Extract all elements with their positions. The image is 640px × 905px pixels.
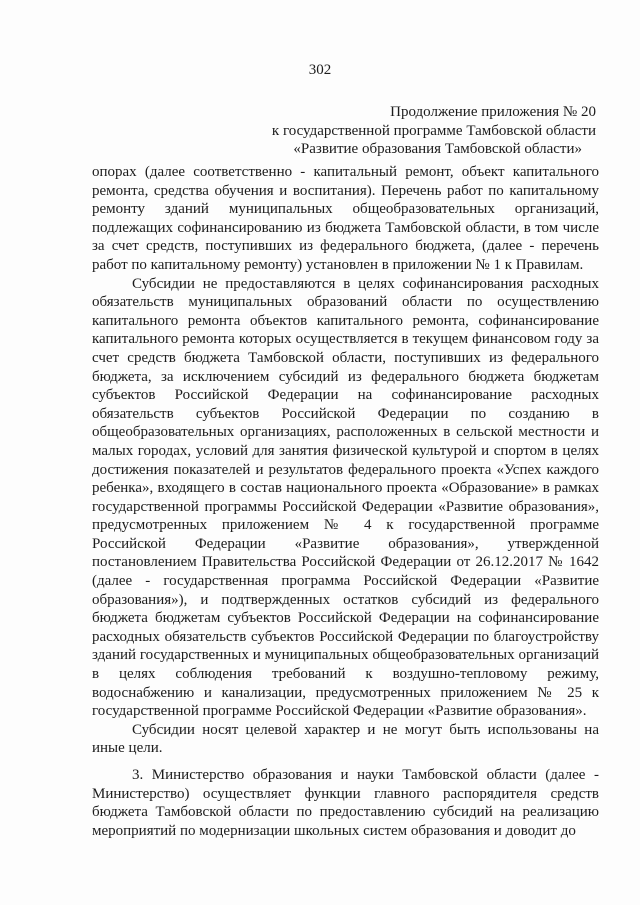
paragraph-subsidy-exclusions: Субсидии не предоставляются в целях софинансирования расходных обязательств муниципальных образований области по осуществлению капитального ремонта объектов капитального ремонта, софинансирование капитального ремонта которых осуществляется в текущем финансовом году за счет средств бюджета Тамбовской области, поступивших из федерального бюджета, за исключением субсидий из федерального бюджета бюджетам субъектов Российской Федерации на софинансирование расходных обязательств субъектов Российской Федерации по созданию в общеобразовательных организациях, расположенных в сельской местности и малых городах, условий для занятия физической культурой и спортом в целях достижения показателей и результатов федерального проекта «Успех каждого ребенка», входящего в состав национального проекта «Образование» в рамках государственной программы Российской Федерации «Развитие образования», предусмотренных приложением № 4 к государственной программе Российской Федерации «Развитие образования», утвержденной постановлением Правительства Российской Федерации от 26.12.2017 № 1642 (далее - государственная программа Российской Федерации «Развитие образования»), и подтвержденных остатков субсидий из федерального бюджета бюджетам субъектов Российской Федерации на софинансирование расходных обязательств субъектов Российской Федерации по благоустройству зданий государственных и муниципальных общеобразовательных организаций в целях соблюдения требований к воздушно-тепловому режиму, водоснабжению и канализации, предусмотренных приложением № 25 к государственной программе Российской Федерации «Развитие образования». — [92, 275, 599, 720]
program-reference: к государственной программе Тамбовской области — [271, 122, 596, 139]
paragraph-target-use: Субсидии носят целевой характер и не могут быть использованы на иные цели. — [92, 721, 599, 757]
continuation-title: Продолжение приложения № 20 — [390, 104, 596, 120]
page-number: 302 — [308, 62, 332, 78]
paragraph-ministry-functions: 3. Министерство образования и науки Тамбовской области (далее - Министерство) осуществляет функции главного распорядителя средств бюджета Тамбовской области по предоставлению субсидий на реализацию мероприятий по модернизации школьных систем образования и доводит до — [92, 767, 599, 839]
paragraph-continued: опорах (далее соответственно - капитальный ремонт, объект капитального ремонта, средства обучения и воспитания). Перечень работ по капитальному ремонту зданий муниципальных общеобразовательных организаций, подлежащих софинансированию из бюджета Тамбовской области, в том числе за счет средств, поступивших из федерального бюджета, (далее - перечень работ по капитальному ремонту) установлен в приложении № 1 к Правилам. — [92, 164, 599, 273]
appendix-continuation-header — [176, 103, 596, 159]
program-name: «Развитие образования Тамбовской области» — [293, 141, 582, 157]
document-body — [92, 163, 599, 840]
